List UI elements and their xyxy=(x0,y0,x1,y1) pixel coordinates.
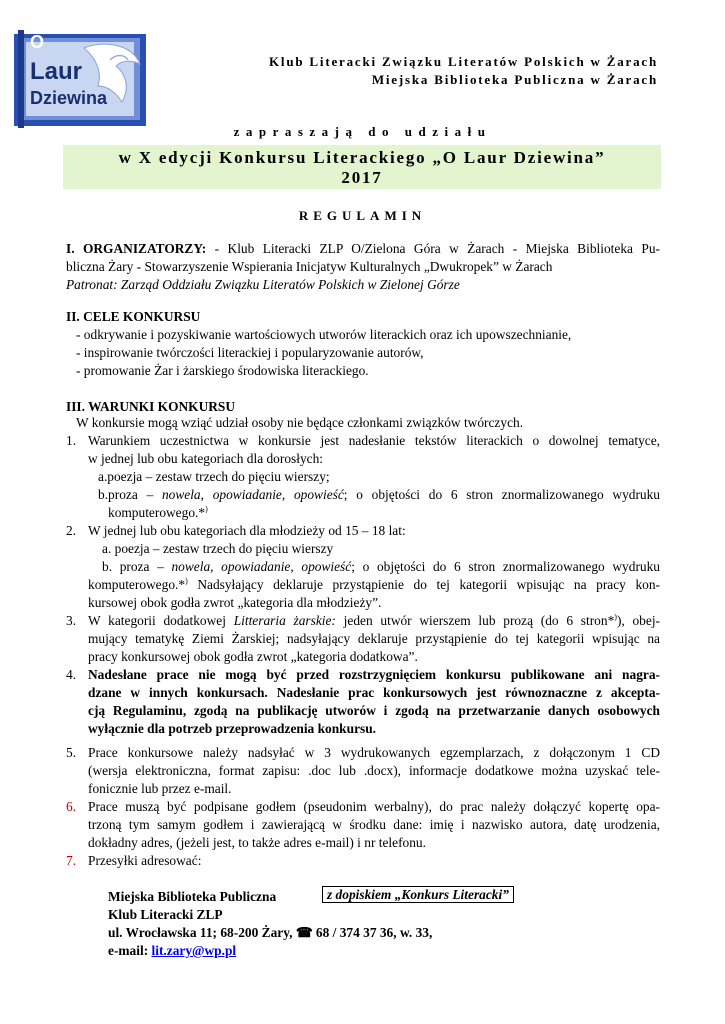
point-4-line-1: Nadesłane prace nie mogą być przed rozstrzygnięciem konkursu publikowane ani nagra- xyxy=(88,667,660,682)
section-1-heading: I. ORGANIZATORZY: xyxy=(66,241,207,256)
point-1-number: 1. xyxy=(66,433,77,448)
point-6-line-2: trzoną tym samym godłem i zawierającą w środku dane: imię i nazwisko autora, datę urodzenia, xyxy=(88,817,660,832)
point-1-line-2: w jednej lub obu kategoriach dla dorosłych: xyxy=(88,451,324,466)
point-4-line-2: dzane w innych konkursach. Nadesłanie prac konkursowych jest równoznaczne z akcepta- xyxy=(88,685,660,700)
point-2-line-4: komputerowego.*) Nadsyłający deklaruje przystąpienie do tej kategorii wpisując na pracy kon- xyxy=(88,576,660,592)
organizer-line-2: Miejska Biblioteka Publiczna w Żarach xyxy=(371,72,658,87)
point-1-line-1: Warunkiem uczestnictwa w konkursie jest nadesłanie tekstów literackich o dowolnej tematyce, xyxy=(88,433,660,448)
goal-item: - promowanie Żar i żarskiego środowiska literackiego. xyxy=(76,363,369,378)
point-3-number: 3. xyxy=(66,613,77,628)
point-4-line-3: cją Regulaminu, zgodą na publikację utworów i zgodą na przetwarzanie danych osobowych xyxy=(88,703,660,718)
point-1-poetry: a.poezja – zestaw trzech do pięciu wierszy; xyxy=(98,469,330,484)
point-2-prose: b. proza – nowela, opowiadanie, opowieść; o objętości do 6 stron znormalizowanego wydruku xyxy=(102,559,660,574)
logo-text-laur: Laur xyxy=(30,58,83,85)
contest-year: 2017 xyxy=(341,168,383,187)
address-line-1: Miejska Biblioteka Publiczna xyxy=(108,889,277,904)
point-2-line-1: W jednej lub obu kategoriach dla młodzieży od 15 – 18 lat: xyxy=(88,523,406,538)
section-1-line-2: bliczna Żary - Stowarzyszenie Wspierania Inicjatyw Kulturalnych „Dwukropek” w Żarach xyxy=(66,259,553,274)
point-5-number: 5. xyxy=(66,745,77,760)
point-7-line-1: Przesyłki adresować: xyxy=(88,853,202,868)
goal-item: - inspirowanie twórczości literackiej i popularyzowanie autorów, xyxy=(76,345,424,360)
point-7-number: 7. xyxy=(66,853,77,868)
invitation-text: zapraszają do udziału xyxy=(233,124,492,139)
point-3-line-1: W kategorii dodatkowej Litteraria żarskie: jeden utwór wierszem lub prozą (do 6 stron*)), obej- xyxy=(88,612,660,628)
address-note: z dopiskiem „Konkurs Literacki” xyxy=(322,886,514,904)
section-2-heading: II. CELE KONKURSU xyxy=(66,309,201,324)
point-6-line-1: Prace muszą być podpisane godłem (pseudonim werbalny), do prac należy dołączyć kopertę opa- xyxy=(88,799,660,814)
section-3-heading: III. WARUNKI KONKURSU xyxy=(66,399,236,414)
point-5-line-2: (wersja elektroniczna, format zapisu: .doc lub .docx), informacje dodatkowe można uzyskać tele- xyxy=(88,763,660,778)
section-1-line-1: I. ORGANIZATORZY: - Klub Literacki ZLP O/Zielona Góra w Żarach - Miejska Biblioteka Pu- xyxy=(66,241,660,256)
point-4-number: 4. xyxy=(66,667,77,682)
patronat-text: Patronat: Zarząd Oddziału Związku Literatów Polskich w Zielonej Górze xyxy=(66,277,460,292)
contest-logo xyxy=(14,30,156,128)
point-3-line-2: mujący tematykę Ziemi Żarskiej; nadsyłający deklaruje przystąpienie do tej kategorii wpisując na xyxy=(88,631,660,646)
address-line-2: Klub Literacki ZLP xyxy=(108,907,223,922)
point-5-line-3: fonicznie lub przez e-mail. xyxy=(88,781,232,796)
organizer-line-1: Klub Literacki Związku Literatów Polskich w Żarach xyxy=(269,54,658,69)
logo-text-dziewina: Dziewina xyxy=(30,88,108,108)
address-email-line: e-mail: lit.zary@wp.pl xyxy=(108,943,237,958)
point-1-prose: b.proza – nowela, opowiadanie, opowieść; o objętości do 6 stron znormalizowanego wydruku xyxy=(98,487,661,502)
point-2-poetry: a. poezja – zestaw trzech do pięciu wierszy xyxy=(102,541,334,556)
email-link[interactable]: lit.zary@wp.pl xyxy=(151,943,237,958)
point-6-line-3: dokładny adres, (jeżeli jest, to także adres e-mail) i nr telefonu. xyxy=(88,835,426,850)
section-3-intro: W konkursie mogą wziąć udział osoby nie będące członkami związków twórczych. xyxy=(76,415,524,430)
point-2-number: 2. xyxy=(66,523,77,538)
address-line-3: ul. Wrocławska 11; 68-200 Żary, ☎ 68 / 374 37 36, w. 33, xyxy=(108,925,433,940)
goal-item: - odkrywanie i pozyskiwanie wartościowych utworów literackich oraz ich upowszechnianie, xyxy=(76,327,572,342)
contest-title: w X edycji Konkursu Literackiego „O Laur Dziewina” xyxy=(118,148,606,167)
regulamin-title: REGULAMIN xyxy=(298,208,427,223)
logo-text-o: O xyxy=(30,32,45,52)
point-2-line-5: kursowej obok godła zwrot „kategoria dla młodzieży”. xyxy=(88,595,382,610)
point-3-line-3: pracy konkursowej obok godła zwrot „kategoria dodatkowa”. xyxy=(88,649,418,664)
point-5-line-1: Prace konkursowe należy nadsyłać w 3 wydrukowanych egzemplarzach, z dołączonym 1 CD xyxy=(88,745,660,760)
point-1-prose-cont: komputerowego.*) xyxy=(108,504,208,520)
point-4-line-4: wyłącznie dla potrzeb przeprowadzenia konkursu. xyxy=(88,721,377,736)
point-6-number: 6. xyxy=(66,799,77,814)
